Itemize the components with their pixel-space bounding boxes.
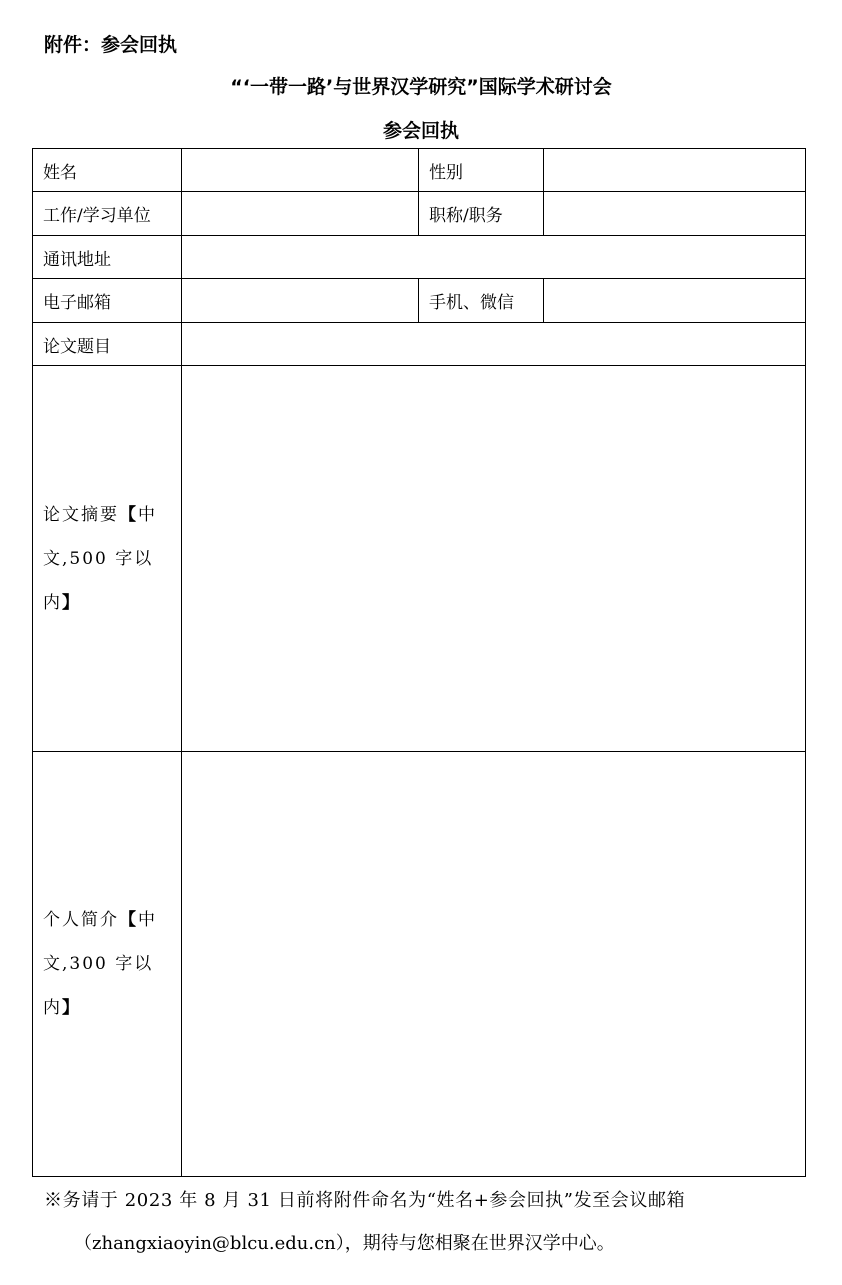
bio-label-open: 【 xyxy=(119,910,138,930)
abstract-label-open: 【 xyxy=(119,504,138,525)
table-row xyxy=(33,366,806,752)
address-label: 通讯地址 xyxy=(33,236,182,279)
table-row xyxy=(33,236,806,279)
unit-label: 工作/学习单位 xyxy=(33,192,182,236)
bio-label-lang: 中文,300 字以内 xyxy=(43,910,157,1018)
name-label: 姓名 xyxy=(33,149,182,192)
abstract-label xyxy=(33,366,182,752)
abstract-label-lang: 中文,500 字以内 xyxy=(43,504,157,613)
table-row xyxy=(33,279,806,323)
abstract-label-main: 论文摘要 xyxy=(43,504,119,525)
table-row xyxy=(33,192,806,236)
table-row xyxy=(33,323,806,366)
paper-title-field[interactable] xyxy=(182,323,806,366)
document-subtitle: 参会回执 xyxy=(382,120,459,142)
gender-label: 性别 xyxy=(419,149,544,192)
paper-title-label: 论文题目 xyxy=(33,323,182,366)
position-label: 职称/职务 xyxy=(419,192,544,236)
table-row xyxy=(33,149,806,192)
attachment-label: 附件：参会回执 xyxy=(44,34,178,56)
phone-field[interactable] xyxy=(544,279,806,323)
unit-field[interactable] xyxy=(182,192,419,236)
email-label: 电子邮箱 xyxy=(33,279,182,323)
bio-label xyxy=(33,752,182,1177)
address-field[interactable] xyxy=(182,236,806,279)
gender-field[interactable] xyxy=(544,149,806,192)
phone-label: 手机、微信 xyxy=(419,279,544,323)
table-row xyxy=(33,752,806,1177)
footnote-line-2: （zhangxiaoyin@blcu.edu.cn），期待与您相聚在世界汉学中心。 xyxy=(74,1233,615,1254)
registration-form-table xyxy=(32,148,806,1177)
bio-label-main: 个人简介 xyxy=(43,910,119,930)
position-field[interactable] xyxy=(544,192,806,236)
bio-field[interactable] xyxy=(182,752,806,1177)
email-field[interactable] xyxy=(182,279,419,323)
abstract-label-close: 】 xyxy=(62,592,81,613)
name-field[interactable] xyxy=(182,149,419,192)
document-title: “‘一带一路’与世界汉学研究”国际学术研讨会 xyxy=(230,76,612,98)
bio-label-close: 】 xyxy=(62,998,81,1018)
footnote-line-1: ※务请于 2023 年 8 月 31 日前将附件命名为“姓名+参会回执”发至会议邮箱 xyxy=(44,1190,686,1211)
abstract-field[interactable] xyxy=(182,366,806,752)
